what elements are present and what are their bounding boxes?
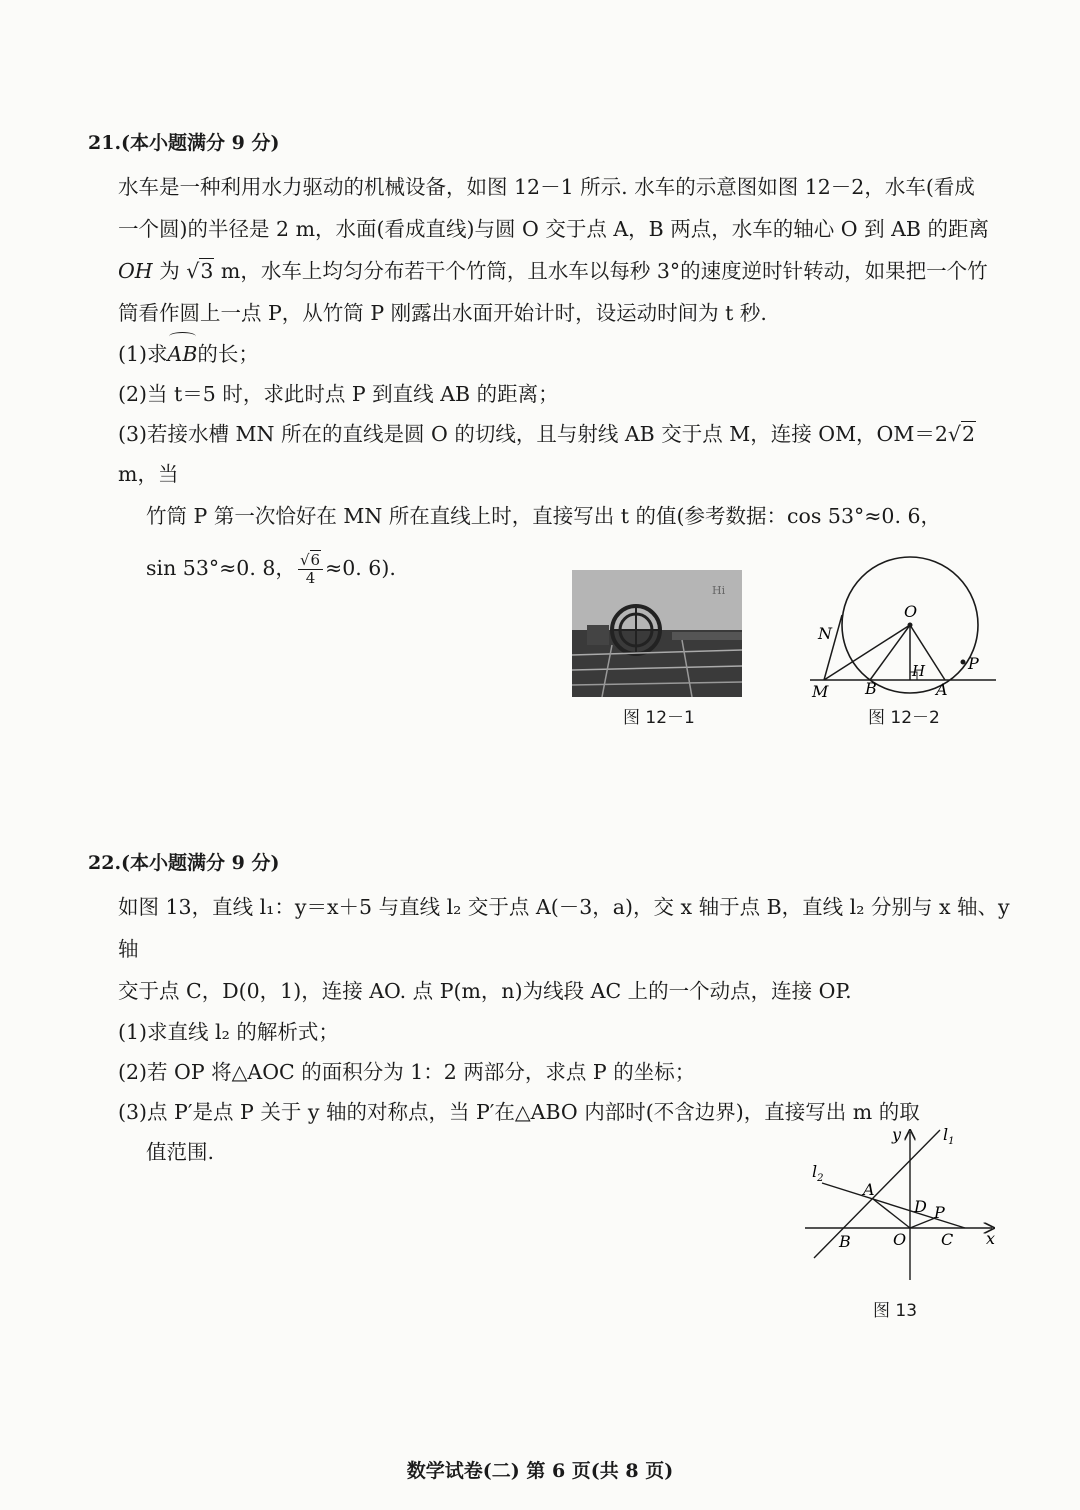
label-b: B <box>839 1232 851 1251</box>
label-l2-main: l <box>812 1162 818 1181</box>
part-1-text-end: 的长； <box>197 342 259 366</box>
label-m: M <box>812 682 829 701</box>
stem-line-1: 水车是一种利用水力驱动的机械设备，如图 12－1 所示. 水车的示意图如图 12－2，水车(看成 <box>118 175 975 199</box>
label-o: O <box>893 1230 907 1249</box>
question-21-part-3: (3)若接水槽 MN 所在的直线是圆 O 的切线，且与射线 AB 交于点 M，连接 OM，OM＝2√2 m，当 <box>118 422 976 486</box>
question-22-part-3-line-2: 值范围. <box>146 1140 215 1164</box>
label-l1-sub: 1 <box>948 1136 955 1147</box>
part-1-text: (1)求 <box>118 342 168 366</box>
segment-ao <box>873 1199 910 1228</box>
part-3-text: (3)若接水槽 MN 所在的直线是圆 O 的切线，且与射线 AB 交于点 M，连接 OM，OM＝2 <box>118 422 948 446</box>
label-y: y <box>892 1125 902 1144</box>
sqrt-2: 2 <box>961 422 976 446</box>
label-b: B <box>865 679 877 698</box>
stem-line-3: OH 为 √3 m，水车上均匀分布若干个竹筒，且水车以每秒 3°的速度逆时针转动，如果把一个竹 <box>118 259 988 283</box>
figure-12-2-diagram <box>800 555 1000 705</box>
arc-ab: AB <box>168 334 198 374</box>
water-wheel-photo <box>572 570 742 697</box>
label-n: N <box>818 624 832 643</box>
label-l1 <box>943 1125 955 1147</box>
q22-stem-line-1: 如图 13，直线 l₁：y＝x＋5 与直线 l₂ 交于点 A(－3，a)，交 x 轴于点 B，直线 l₂ 分别与 x 轴、y 轴 <box>118 895 1010 961</box>
label-p: P <box>968 654 979 673</box>
label-o: O <box>904 602 918 621</box>
figure-12-2-caption: 图 12－2 <box>868 708 940 728</box>
question-22-part-3: (3)点 P′是点 P 关于 y 轴的对称点，当 P′在△ABO 内部时(不含边界)，直接写出 m 的取 <box>118 1100 920 1124</box>
q22-stem-line-2: 交于点 C，D(0，1)，连接 AO. 点 P(m，n)为线段 AC 上的一个动点，连接 OP. <box>118 979 852 1003</box>
question-21 <box>88 128 1010 590</box>
sin-data: sin 53°≈0. 8， <box>146 556 296 580</box>
point-p-dot <box>961 660 966 665</box>
question-22-part-1: (1)求直线 l₂ 的解析式； <box>118 1020 339 1044</box>
stem-line-4: 筒看作圆上一点 P，从竹筒 P 刚露出水面开始计时，设运动时间为 t 秒. <box>118 301 767 325</box>
question-21-part-2: (2)当 t＝5 时，求此时点 P 到直线 AB 的距离； <box>118 382 559 406</box>
photo-watermark: Hi <box>712 584 726 597</box>
figure-12-1-caption: 图 12－1 <box>623 708 695 728</box>
label-c: C <box>941 1230 954 1249</box>
approx-data: ≈0. 6). <box>325 556 396 580</box>
label-x: x <box>986 1229 996 1248</box>
question-22-header: 22.(本小题满分 9 分) <box>88 852 280 874</box>
stem-line-2: 一个圆)的半径是 2 m，水面(看成直线)与圆 O 交于点 A，B 两点，水车的轴心 O 到 AB 的距离 <box>118 217 989 241</box>
label-a: A <box>863 1180 875 1199</box>
oh-label: OH <box>118 259 153 283</box>
fraction-sqrt6-over-4: $\frac{√6}{4}$ <box>298 552 323 587</box>
part-3-text-end: m，当 <box>118 462 179 486</box>
label-a: A <box>936 680 948 699</box>
sqrt-3: 3 <box>200 259 214 283</box>
segment-op <box>910 1218 935 1228</box>
question-22-part-2: (2)若 OP 将△AOC 的面积分为 1：2 两部分，求点 P 的坐标； <box>118 1060 696 1084</box>
label-d: D <box>914 1197 927 1216</box>
line-l1 <box>814 1130 940 1258</box>
question-22-stem <box>118 886 1010 1012</box>
page-footer: 数学试卷(二) 第 6 页(共 8 页) <box>406 1460 674 1482</box>
figure-13-caption: 图 13 <box>873 1301 918 1321</box>
center-o-dot <box>908 623 913 628</box>
question-21-stem <box>118 166 1010 334</box>
segment-ob <box>870 625 910 680</box>
fraction-denominator: 4 <box>305 569 316 587</box>
fraction-numerator: 6 <box>310 551 321 569</box>
question-21-part-3-line-2: 竹筒 P 第一次恰好在 MN 所在直线上时，直接写出 t 的值(参考数据：cos 53°≈0. 6， <box>146 504 942 528</box>
label-l2-sub: 2 <box>817 1173 824 1184</box>
label-h: H <box>912 662 926 680</box>
label-l1-main: l <box>943 1125 949 1144</box>
water-wheel-photo-drawing <box>572 570 742 697</box>
label-l2 <box>812 1162 824 1184</box>
question-21-part-1 <box>118 334 1010 374</box>
question-21-header: 21.(本小题满分 9 分) <box>88 132 280 154</box>
stem-line-3-c: m，水车上均匀分布若干个竹筒，且水车以每秒 3°的速度逆时针转动，如果把一个竹 <box>214 259 988 283</box>
label-p: P <box>934 1203 945 1222</box>
figure-13-diagram <box>800 1120 1000 1285</box>
stem-line-3-b: 为 <box>152 259 187 283</box>
